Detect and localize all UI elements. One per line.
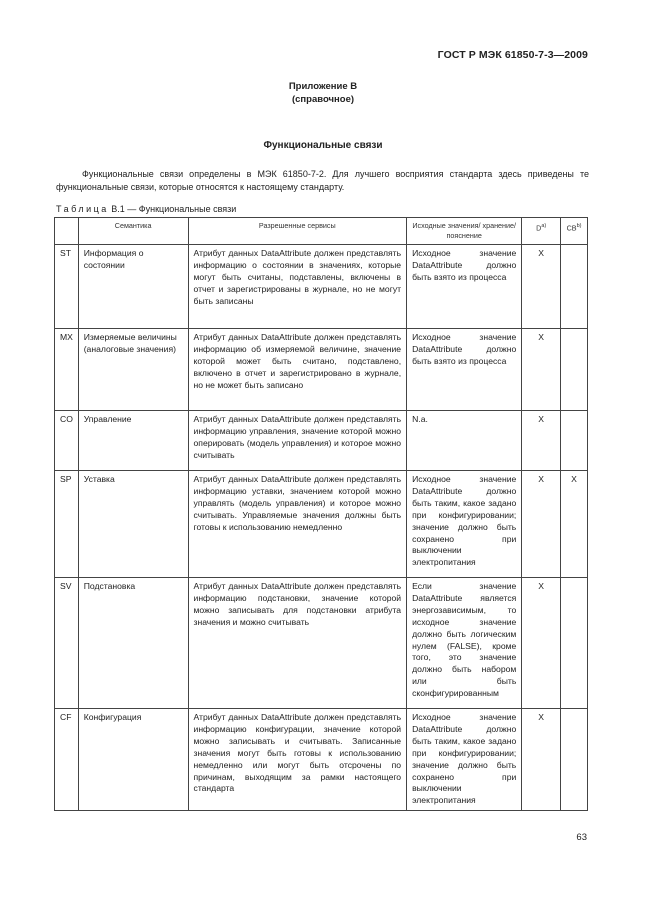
- row-d-mark: X: [522, 411, 561, 471]
- row-d-mark: X: [522, 709, 561, 811]
- row-cb-mark: [561, 578, 588, 709]
- table-row: [55, 245, 588, 329]
- row-services: Атрибут данных DataAttribute должен представлять информацию конфигурации, значение которой можно записывать и считывать. Записанные значения могут быть готовы к использованию немедленно или могут быть отсрочены по причинам, выходящим за рамки настоящего стандарта: [188, 709, 407, 811]
- row-cb-mark: [561, 245, 588, 329]
- row-code: CF: [55, 709, 79, 811]
- row-cb-mark: X: [561, 471, 588, 578]
- row-source: Исходное значение DataAttribute должно быть взято из процесса: [407, 245, 522, 329]
- section-title: Функциональные связи: [263, 140, 383, 151]
- row-d-mark: X: [522, 245, 561, 329]
- table-row: [55, 709, 588, 811]
- header-d: [522, 218, 561, 245]
- table-header-row: [55, 218, 588, 245]
- row-cb-mark: [561, 329, 588, 411]
- row-source: Исходное значение DataAttribute должно быть таким, какое задано при конфигурировании; значение должно быть сохранено при выключении электропитания: [407, 709, 522, 811]
- row-cb-mark: [561, 411, 588, 471]
- row-services: Атрибут данных DataAttribute должен представлять информацию управления, значение которой можно оперировать (модель управления) и которое можно считывать: [188, 411, 407, 471]
- table-caption: [56, 204, 236, 214]
- table-row: [55, 471, 588, 578]
- header-cb-footnote: b): [576, 223, 582, 229]
- row-semantics: Конфигурация: [78, 709, 188, 811]
- functional-constraints-table: [54, 217, 588, 811]
- header-code: [55, 218, 79, 245]
- table-caption-prefix: Таблица: [56, 204, 109, 214]
- intro-paragraph: Функциональные связи определены в МЭК 61850-7-2. Для лучшего восприятия стандарта здесь приведены те функциональные связи, которые относятся к настоящему стандарту.: [56, 169, 589, 192]
- row-source: Если значение DataAttribute является энергозависимым, то исходное значение должно быть логическим нулем (FALSE), кроме того, это значение должно быть набором или быть сконфигурированным: [407, 578, 522, 709]
- header-d-label: D: [536, 223, 542, 233]
- row-code: SP: [55, 471, 79, 578]
- row-services: Атрибут данных DataAttribute должен представлять информацию уставки, значением которой можно управлять (модель управления) и которое можно считывать. Управляемые значения должны быть готовы к использованию немедленно: [188, 471, 407, 578]
- row-semantics: Информация о состоянии: [78, 245, 188, 329]
- row-semantics: Управление: [78, 411, 188, 471]
- header-source: Исходные значения/ хранение/пояснение: [407, 218, 522, 245]
- row-semantics: Уставка: [78, 471, 188, 578]
- row-semantics: Измеряемые величины (аналоговые значения): [78, 329, 188, 411]
- row-d-mark: X: [522, 471, 561, 578]
- row-source: Исходное значение DataAttribute должно быть таким, какое задано при конфигурировании; значение должно быть сохранено при выключении электропитания: [407, 471, 522, 578]
- row-services: Атрибут данных DataAttribute должен представлять информацию о состоянии в значениях, которые могут быть считаны, подставлены, включены в отчет и зарегистрированы в журнале, но не могут быть записаны: [188, 245, 407, 329]
- row-code: ST: [55, 245, 79, 329]
- row-services: Атрибут данных DataAttribute должен представлять информацию подстановки, значение которой можно записывать для подстановки атрибута значения и можно считывать: [188, 578, 407, 709]
- row-d-mark: X: [522, 578, 561, 709]
- row-d-mark: X: [522, 329, 561, 411]
- row-semantics: Подстановка: [78, 578, 188, 709]
- row-cb-mark: [561, 709, 588, 811]
- appendix-subtitle: (справочное): [291, 94, 355, 105]
- appendix-heading: [0, 80, 646, 106]
- row-code: MX: [55, 329, 79, 411]
- document-standard-header: ГОСТ Р МЭК 61850-7-3—2009: [437, 49, 588, 61]
- appendix-title: Приложение В: [288, 81, 358, 92]
- header-semantics: Семантика: [78, 218, 188, 245]
- table-row: [55, 411, 588, 471]
- table-caption-text: В.1 — Функциональные связи: [108, 204, 237, 214]
- header-d-footnote: a): [541, 223, 547, 229]
- row-code: SV: [55, 578, 79, 709]
- table-row: [55, 578, 588, 709]
- row-services: Атрибут данных DataAttribute должен представлять информацию об измеряемой величине, значение которой может быть считано, подставлено, включено в отчет и зарегистрировано в журнале, но не может быть записано: [188, 329, 407, 411]
- table-row: [55, 329, 588, 411]
- header-services: Разрешенные сервисы: [188, 218, 407, 245]
- row-source: Исходное значение DataAttribute должно быть взято из процесса: [407, 329, 522, 411]
- row-code: CO: [55, 411, 79, 471]
- header-cb: [561, 218, 588, 245]
- page-number: 63: [576, 832, 587, 843]
- header-cb-label: CB: [566, 223, 577, 233]
- row-source: N.a.: [407, 411, 522, 471]
